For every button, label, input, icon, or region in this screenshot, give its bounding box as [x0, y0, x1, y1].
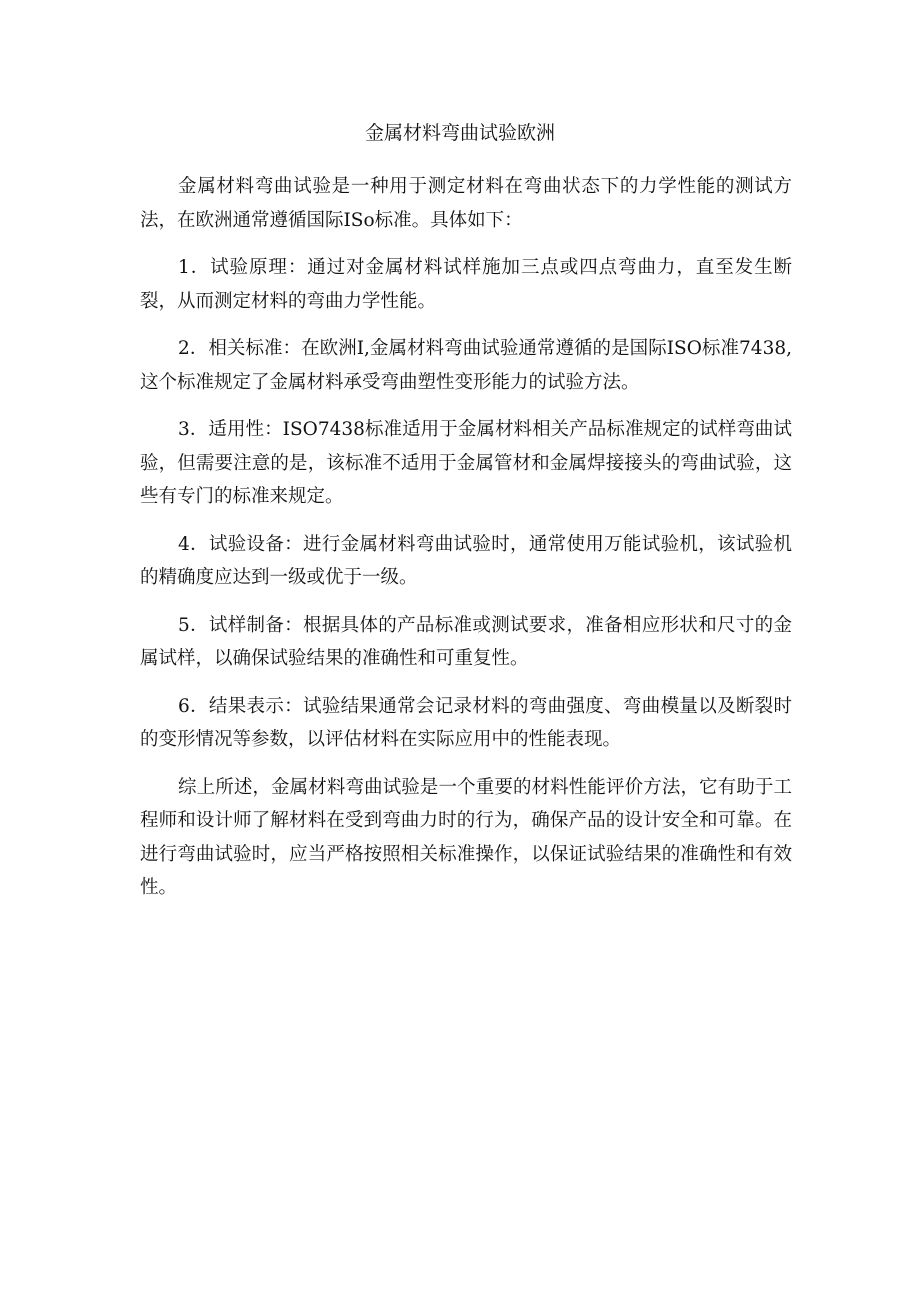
- paragraph-intro: 金属材料弯曲试验是一种用于测定材料在弯曲状态下的力学性能的测试方法，在欧洲通常遵循国际ISo标准。具体如下：: [140, 176, 792, 231]
- paragraph-applicability: 3．适用性：ISO7438标准适用于金属材料相关产品标准规定的试样弯曲试验，但需要注意的是，该标准不适用于金属管材和金属焊接接头的弯曲试验，这些有专门的标准来规定。: [140, 419, 792, 507]
- paragraph-test-principle: 1．试验原理：通过对金属材料试样施加三点或四点弯曲力，直至发生断裂，从而测定材料的弯曲力学性能。: [140, 257, 792, 312]
- document-body: [140, 170, 792, 919]
- paragraph-test-equipment: 4．试验设备：进行金属材料弯曲试验时，通常使用万能试验机，该试验机的精确度应达到一级或优于一级。: [140, 533, 792, 588]
- paragraph-result-expression: 6．结果表示：试验结果通常会记录材料的弯曲强度、弯曲模量以及断裂时的变形情况等参数，以评估材料在实际应用中的性能表现。: [140, 695, 792, 750]
- document-title: 金属材料弯曲试验欧洲: [364, 122, 555, 144]
- paragraph-conclusion: 综上所述，金属材料弯曲试验是一个重要的材料性能评价方法，它有助于工程师和设计师了解材料在受到弯曲力时的行为，确保产品的设计安全和可靠。在进行弯曲试验时，应当严格按照相关标准操作，以保证试验结果的准确性和有效性。: [140, 776, 792, 898]
- paragraph-specimen-preparation: 5．试样制备：根据具体的产品标准或测试要求，准备相应形状和尺寸的金属试样，以确保试验结果的准确性和可重复性。: [140, 614, 792, 669]
- paragraph-related-standards: 2．相关标准：在欧洲I,金属材料弯曲试验通常遵循的是国际ISO标准7438,这个标准规定了金属材料承受弯曲塑性变形能力的试验方法。: [140, 338, 792, 393]
